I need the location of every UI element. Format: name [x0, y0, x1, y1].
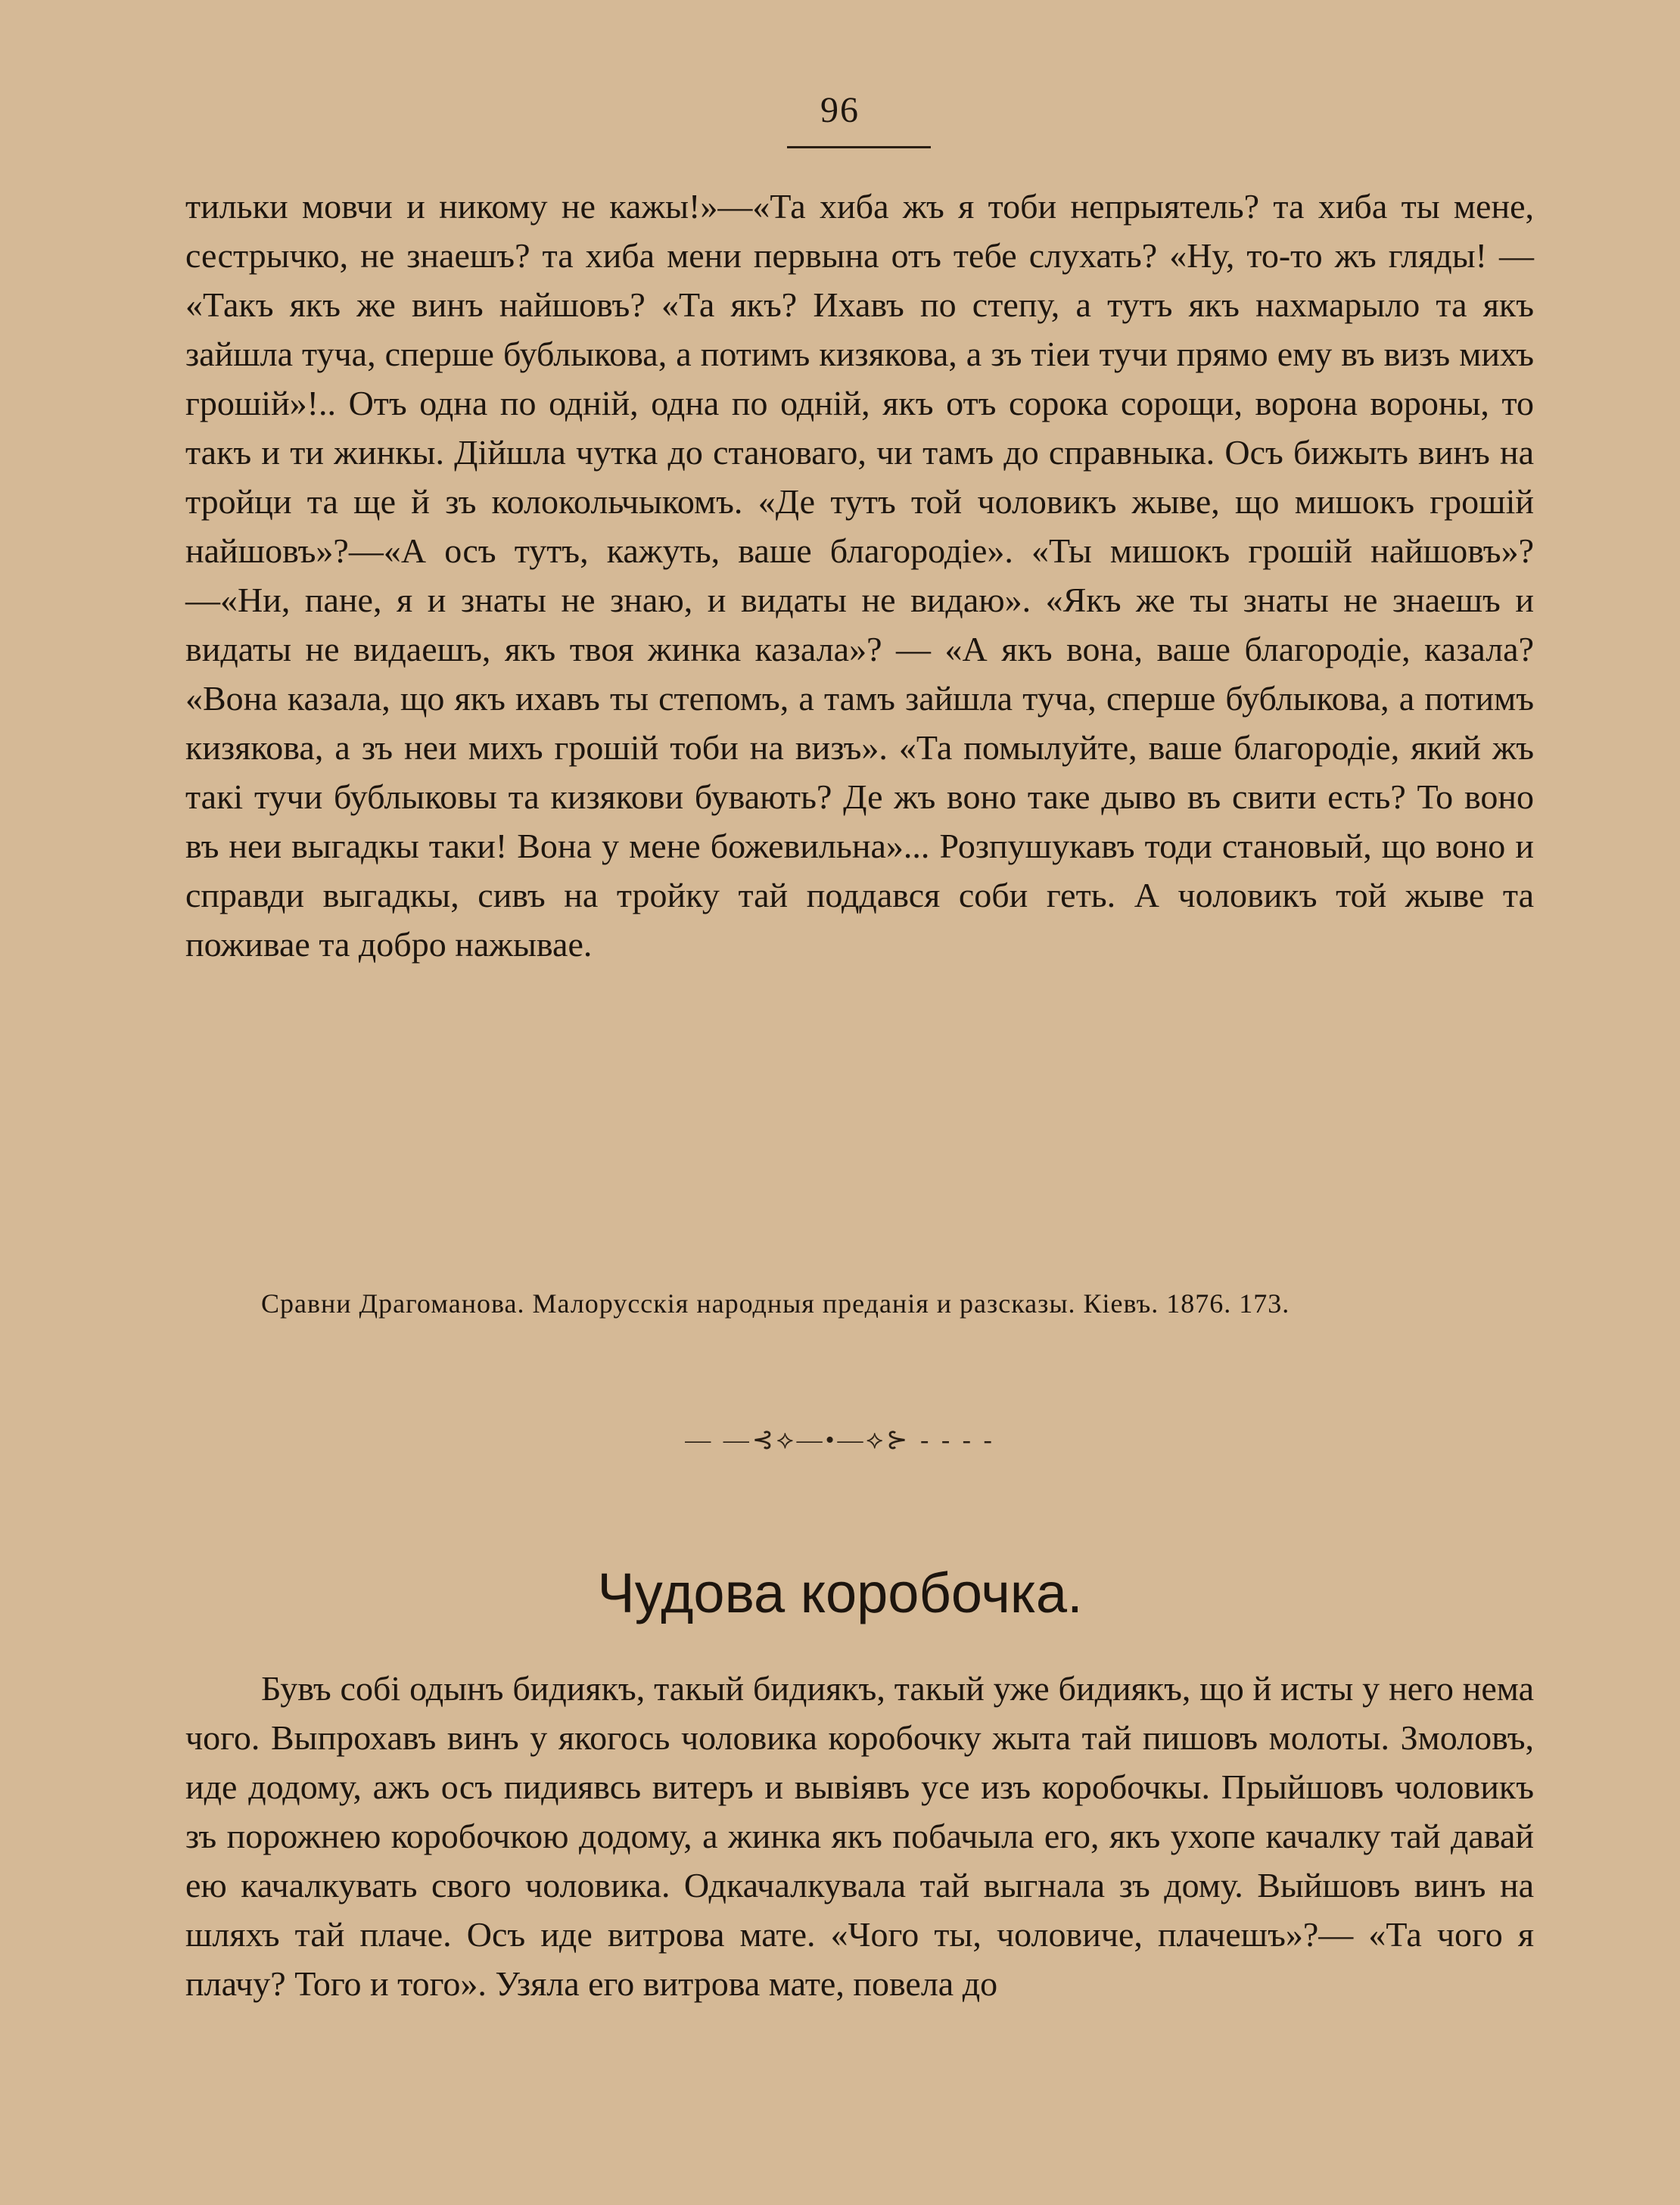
- page-number-rule: [787, 146, 931, 148]
- ornament-divider: — —⊰⟡—•—⟡⊱ - - - -: [685, 1426, 995, 1454]
- source-note: Сравни Драгоманова. Малорусскія народныя преданія и разсказы. Кіевъ. 1876. 173.: [261, 1288, 1290, 1319]
- section-title: Чудова коробочка.: [597, 1562, 1083, 1624]
- page-number: 96: [820, 90, 860, 130]
- story-opening-paragraph: Бувъ собі одынъ бидиякъ, такый бидиякъ, такый уже бидиякъ, що й исты у него нема чого. Выпрохавъ винъ у якогось чоловика коробочку жыта тай пишовъ молоты. Змоловъ, иде додому, ажъ осъ пидиявсь витеръ и вывіявъ усе изъ коробочкы. Прыйшовъ чоловикъ зъ порожнею коробочкою додому, а жинка якъ побачыла его, якъ ухопе качалку тай давай ею качалкувать свого чоловика. Одкачалкувала тай выгнала зъ дому. Выйшовъ винъ на шляхъ тай плаче. Осъ иде витрова мате. «Чого ты, чоловиче, плачешъ»?— «Та чого я плачу? Того и того». Узяла его витрова мате, повела до: [185, 1669, 1534, 2003]
- story-ending-paragraph: тильки мовчи и никому не кажы!»—«Та хиба жъ я тоби непрыятель? та хиба ты мене, сестрычко, не знаешъ? та хиба мени первына отъ тебе слухать? «Ну, то-то жъ гляды! — «Такъ якъ же винъ найшовъ? «Та якъ? Ихавъ по степу, а тутъ якъ нахмарыло та якъ зайшла туча, сперше бублыкова, а потимъ кизякова, а зъ тіеи тучи прямо ему въ визъ михъ грошій»!.. Отъ одна по одній, одна по одній, якъ отъ сорока сорощи, ворона вороны, то такъ и ти жинкы. Дійшла чутка до становаго, чи тамъ до справныка. Осъ бижыть винъ на тройци та ще й зъ колокольчыкомъ. «Де тутъ той чоловикъ жыве, що мишокъ грошій найшовъ»?—«А осъ тутъ, кажуть, ваше благородіе». «Ты мишокъ грошій найшовъ»?—«Ни, пане, я и знаты не знаю, и видаты не видаю». «Якъ же ты знаты не знаешъ и видаты не видаешъ, якъ твоя жинка казала»? — «А якъ вона, ваше благородіе, казала? «Вона казала, що якъ ихавъ ты степомъ, а тамъ зайшла туча, сперше бублыкова, а потимъ кизякова, а зъ неи михъ грошій тоби на визъ». «Та помылуйте, ваше благородіе, який жъ такі тучи бублыковы та кизякови бувають? Де жъ воно таке дыво въ свити есть? То воно въ неи выгадкы таки! Вона у мене божевильна»... Розпушукавъ тоди становый, що воно и справди выгадкы, сивъ на тройку тай поддався соби геть. А чоловикъ той жыве та поживае та добро нажывае.: [185, 187, 1534, 964]
